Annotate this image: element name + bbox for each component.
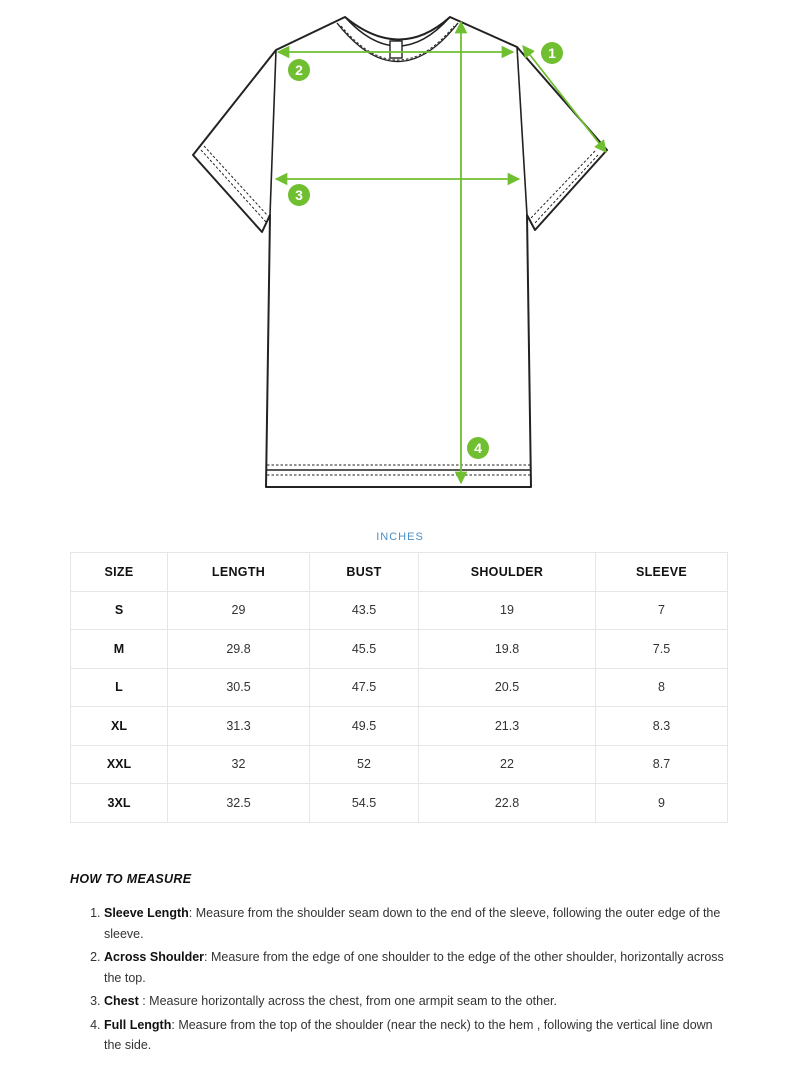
marker-1-label: 1 — [548, 45, 556, 61]
table-row — [71, 630, 728, 669]
size-cell: XL — [71, 707, 168, 746]
shoulder-cell: 19.8 — [419, 630, 596, 669]
size-chart-table — [70, 552, 728, 823]
bust-cell: 43.5 — [310, 591, 419, 630]
bust-cell: 47.5 — [310, 668, 419, 707]
length-cell: 32.5 — [168, 784, 310, 823]
sleeve-cell: 8.3 — [596, 707, 728, 746]
shoulder-cell: 19 — [419, 591, 596, 630]
header-length: LENGTH — [168, 553, 310, 592]
units-label: INCHES — [376, 531, 424, 543]
item-text: Measure from the edge of one shoulder to the edge of the other shoulder, horizontally across the top. — [104, 950, 724, 985]
size-cell: 3XL — [71, 784, 168, 823]
size-cell: XXL — [71, 745, 168, 784]
list-item — [104, 991, 724, 1012]
bust-cell: 52 — [310, 745, 419, 784]
length-cell: 29 — [168, 591, 310, 630]
length-cell: 32 — [168, 745, 310, 784]
sleeve-cell: 7 — [596, 591, 728, 630]
table-row — [71, 745, 728, 784]
shoulder-cell: 22 — [419, 745, 596, 784]
table-header-row — [71, 553, 728, 592]
item-text: Measure horizontally across the chest, from one armpit seam to the other. — [149, 994, 557, 1008]
how-to-measure-heading: HOW TO MEASURE — [70, 872, 192, 886]
length-cell: 31.3 — [168, 707, 310, 746]
sleeve-cell: 7.5 — [596, 630, 728, 669]
size-cell: M — [71, 630, 168, 669]
table-row — [71, 668, 728, 707]
item-term: Across Shoulder — [104, 950, 205, 964]
size-cell: S — [71, 591, 168, 630]
header-bust: BUST — [310, 553, 419, 592]
marker-2-label: 2 — [295, 62, 303, 78]
bust-cell: 54.5 — [310, 784, 419, 823]
length-cell: 29.8 — [168, 630, 310, 669]
item-separator: : — [188, 906, 196, 920]
item-text: Measure from the top of the shoulder (near the neck) to the hem , following the vertical line down the side. — [104, 1017, 713, 1052]
bust-cell: 49.5 — [310, 707, 419, 746]
tshirt-outline — [193, 17, 607, 487]
list-item — [104, 947, 724, 988]
item-term: Chest — [104, 994, 139, 1008]
shoulder-cell: 21.3 — [419, 707, 596, 746]
shoulder-cell: 22.8 — [419, 784, 596, 823]
marker-2-badge — [288, 59, 310, 81]
list-item — [104, 1015, 724, 1056]
marker-4-badge — [467, 437, 489, 459]
sleeve-cell: 9 — [596, 784, 728, 823]
sleeve-cell: 8.7 — [596, 745, 728, 784]
item-term: Full Length — [104, 1017, 172, 1032]
table-row — [71, 707, 728, 746]
header-size: SIZE — [71, 553, 168, 592]
item-text: Measure from the shoulder seam down to the end of the sleeve, following the outer edge of the sleeve. — [104, 906, 721, 941]
header-sleeve: SLEEVE — [596, 553, 728, 592]
tshirt-measurement-diagram — [0, 0, 800, 510]
table-row — [71, 784, 728, 823]
bust-cell: 45.5 — [310, 630, 419, 669]
size-cell: L — [71, 668, 168, 707]
length-cell: 30.5 — [168, 668, 310, 707]
marker-3-label: 3 — [295, 187, 303, 203]
header-shoulder: SHOULDER — [419, 553, 596, 592]
marker-4-label: 4 — [474, 440, 482, 456]
marker-3-badge — [288, 184, 310, 206]
table-row — [71, 591, 728, 630]
item-separator: : — [171, 1017, 179, 1032]
how-to-measure-list — [104, 903, 724, 1059]
item-separator: : — [204, 950, 211, 964]
item-separator: : — [138, 994, 150, 1008]
item-term: Sleeve Length — [104, 906, 189, 920]
sleeve-cell: 8 — [596, 668, 728, 707]
shoulder-cell: 20.5 — [419, 668, 596, 707]
list-item — [104, 903, 724, 944]
marker-1-badge — [541, 42, 563, 64]
